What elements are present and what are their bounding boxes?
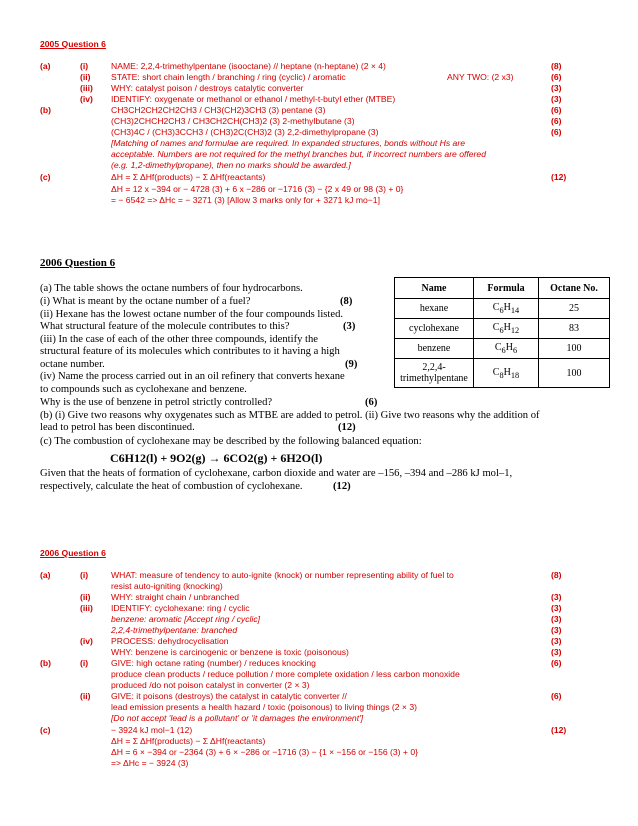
- answer-line: [Matching of names and formulae are required. In expanded structures, bonds without Hs are: [111, 138, 465, 148]
- answer-line: ΔH = 6 × −394 or −2364 (3) + 6 × −286 or −1716 (3) − {1 × −156 or −156 (3) + 0}: [111, 747, 418, 757]
- answer-line: 2,2,4-trimethylpentane: branched: [111, 625, 238, 635]
- table-row: [395, 359, 610, 388]
- question-line: Why is the use of benzene in petrol strictly controlled?: [40, 397, 273, 408]
- marks-label: (3): [551, 647, 562, 657]
- part-label: (c): [40, 172, 51, 182]
- answer-line: WHY: catalyst poison / destroys catalytic converter: [111, 83, 304, 93]
- table-row: [395, 319, 610, 339]
- answer-line: (CH3)2CHCH2CH3 / CH3CH2CH(CH3)2 (3) 2-methylbutane (3): [111, 116, 355, 126]
- marks-label: (3): [551, 625, 562, 635]
- answer-line: PROCESS: dehydrocyclisation: [111, 636, 229, 646]
- sub-part-label: (iii): [80, 83, 93, 93]
- answer-line: CH3CH2CH2CH2CH3 / CH3(CH2)3CH3 (3) pentane (3): [111, 105, 326, 115]
- question-line: to compounds such as cyclohexane and benzene.: [40, 384, 247, 395]
- answer-line: WHAT: measure of tendency to auto-ignite (knock) or number representing ability of fuel to: [111, 570, 454, 580]
- answer-line: = − 6542 => ΔHc = − 3271 (3) [Allow 3 marks only for + 3271 kJ mo−1]: [111, 195, 380, 205]
- answer-line: lead emission presents a health hazard / toxic (poisonous) to living things (2 × 3): [111, 702, 417, 712]
- answer-line: (CH3)4C / (CH3)3CCH3 / (CH3)2C(CH3)2 (3) 2,2-dimethylpropane (3): [111, 127, 379, 137]
- sub-part-label: (i): [80, 61, 89, 71]
- marks-label: (6): [551, 127, 562, 137]
- sub-part-label: (iii): [80, 603, 93, 613]
- answer-line: [Do not accept 'lead is a pollutant' or 'it damages the environment']: [111, 713, 364, 723]
- question-line: Given that the heats of formation of cyclohexane, carbon dioxide and water are –156, –394 and –286 kJ mol–1,: [40, 468, 513, 479]
- question-line: What structural feature of the molecule contributes to this?: [40, 321, 290, 332]
- answer-line: produced /do not poison catalyst in converter (2 × 3): [111, 680, 310, 690]
- answer-line: GIVE: high octane rating (number) / reduces knocking: [111, 658, 316, 668]
- table-row: [395, 339, 610, 359]
- answer-line: IDENTIFY: oxygenate or methanol or ethanol / methyl-t-butyl ether (MTBE): [111, 94, 396, 104]
- any-two-note: ANY TWO: (2 x3): [447, 72, 514, 82]
- answer-line: WHY: benzene is carcinogenic or benzene is toxic (poisonous): [111, 647, 349, 657]
- table-header: Formula: [474, 278, 539, 299]
- table-header: Name: [395, 278, 474, 299]
- answer-line: ΔH = Σ ΔHf(products) − Σ ΔHf(reactants): [111, 736, 266, 746]
- question-line: (c) The combustion of cyclohexane may be described by the following balanced equation:: [40, 436, 422, 447]
- marks-label: (3): [551, 614, 562, 624]
- table-cell: $C_8H_{18}$: [474, 359, 539, 388]
- question-line: C6H12(l) + 9O2(g) → 6CO2(g) + 6H2O(l): [110, 451, 323, 465]
- table-cell: 100: [539, 339, 610, 359]
- marks-label: (6): [365, 397, 378, 408]
- marks-label: (3): [343, 321, 356, 332]
- answer-line: IDENTIFY: cyclohexane: ring / cyclic: [111, 603, 250, 613]
- marks-label: (6): [551, 691, 562, 701]
- sub-part-label: (iv): [80, 94, 93, 104]
- question-line: respectively, calculate the heat of combustion of cyclohexane.: [40, 481, 303, 492]
- table-row: [395, 299, 610, 319]
- section-2005-header: 2005 Question 6: [40, 39, 106, 49]
- marks-label: (6): [551, 105, 562, 115]
- table-cell: 83: [539, 319, 610, 339]
- sub-part-label: (ii): [80, 691, 91, 701]
- sub-part-label: (i): [80, 570, 89, 580]
- part-label: (b): [40, 105, 51, 115]
- table-cell: benzene: [395, 339, 474, 359]
- answer-line: (e.g. 1,2-dimethylpropane), then no marks should be awarded.]: [111, 160, 351, 170]
- answer-line: resist auto-igniting (knocking): [111, 581, 223, 591]
- table-cell: 25: [539, 299, 610, 319]
- question-line: (iv) Name the process carried out in an oil refinery that converts hexane: [40, 371, 345, 382]
- table-header: Octane No.: [539, 278, 610, 299]
- marks-label: (8): [551, 570, 562, 580]
- marks-label: (12): [551, 725, 567, 735]
- table-cell: $C_6H_{14}$: [474, 299, 539, 319]
- answer-line: => ΔHc = − 3924 (3): [111, 758, 189, 768]
- answer-line: ΔH = 12 x −394 or − 4728 (3) + 6 x −286 or −1716 (3) − {2 x 49 or 98 (3) + 0}: [111, 184, 404, 194]
- answer-line: WHY: straight chain / unbranched: [111, 592, 240, 602]
- marks-label: (6): [551, 72, 562, 82]
- table-cell: 100: [539, 359, 610, 388]
- question-line: lead to petrol has been discontinued.: [40, 422, 195, 433]
- part-label: (a): [40, 570, 51, 580]
- marks-label: (3): [551, 636, 562, 646]
- sub-part-label: (i): [80, 658, 89, 668]
- answer-line: GIVE: it poisons (destroys) the catalyst in catalytic converter //: [111, 691, 347, 701]
- table-cell: 2,2,4- trimethylpentane: [395, 359, 474, 388]
- answer-line: − 3924 kJ mol−1 (12): [111, 725, 193, 735]
- marks-label: (9): [345, 359, 358, 370]
- question-line: (a) The table shows the octane numbers of four hydrocarbons.: [40, 283, 303, 294]
- question-line: (ii) Hexane has the lowest octane number of the four compounds listed.: [40, 309, 344, 320]
- sub-part-label: (ii): [80, 72, 91, 82]
- marks-label: (12): [333, 481, 351, 492]
- answer-line: STATE: short chain length / branching / ring (cyclic) / aromatic: [111, 72, 346, 82]
- marks-label: (12): [338, 422, 356, 433]
- answer-line: NAME: 2,2,4-trimethylpentane (isooctane) // heptane (n-heptane) (2 × 4): [111, 61, 386, 71]
- part-label: (a): [40, 61, 51, 71]
- table-cell: cyclohexane: [395, 319, 474, 339]
- question-line: structural feature of its molecules which contributes to it having a high: [40, 346, 340, 357]
- marks-label: (3): [551, 603, 562, 613]
- section-2006-header: 2006 Question 6: [40, 548, 106, 558]
- question-line: octane number.: [40, 359, 105, 370]
- answer-line: ΔH = Σ ΔHf(products) − Σ ΔHf(reactants): [111, 172, 266, 182]
- octane-table: [394, 277, 610, 388]
- marks-label: (3): [551, 94, 562, 104]
- marks-label: (8): [551, 61, 562, 71]
- marks-label: (8): [340, 296, 353, 307]
- marks-label: (3): [551, 83, 562, 93]
- answer-line: benzene: aromatic [Accept ring / cyclic]: [111, 614, 261, 624]
- question-line: (i) What is meant by the octane number of a fuel?: [40, 296, 251, 307]
- part-label: (c): [40, 725, 51, 735]
- table-cell: $C_6H_6$: [474, 339, 539, 359]
- marks-label: (6): [551, 658, 562, 668]
- question-line: (b) (i) Give two reasons why oxygenates such as MTBE are added to petrol. (ii) Give two reasons why the addition of: [40, 410, 540, 421]
- marks-label: (3): [551, 592, 562, 602]
- table-cell: hexane: [395, 299, 474, 319]
- marks-label: (6): [551, 116, 562, 126]
- answer-line: produce clean products / reduce pollution / more complete oxidation / less carbon monoxide: [111, 669, 460, 679]
- marks-label: (12): [551, 172, 567, 182]
- question-2006-header: 2006 Question 6: [40, 257, 116, 269]
- answer-line: acceptable. Numbers are not required for the methyl branches but, if incorrect numbers are offered: [111, 149, 486, 159]
- sub-part-label: (iv): [80, 636, 93, 646]
- table-cell: $C_6H_{12}$: [474, 319, 539, 339]
- part-label: (b): [40, 658, 51, 668]
- sub-part-label: (ii): [80, 592, 91, 602]
- question-line: (iii) In the case of each of the other three compounds, identify the: [40, 334, 318, 345]
